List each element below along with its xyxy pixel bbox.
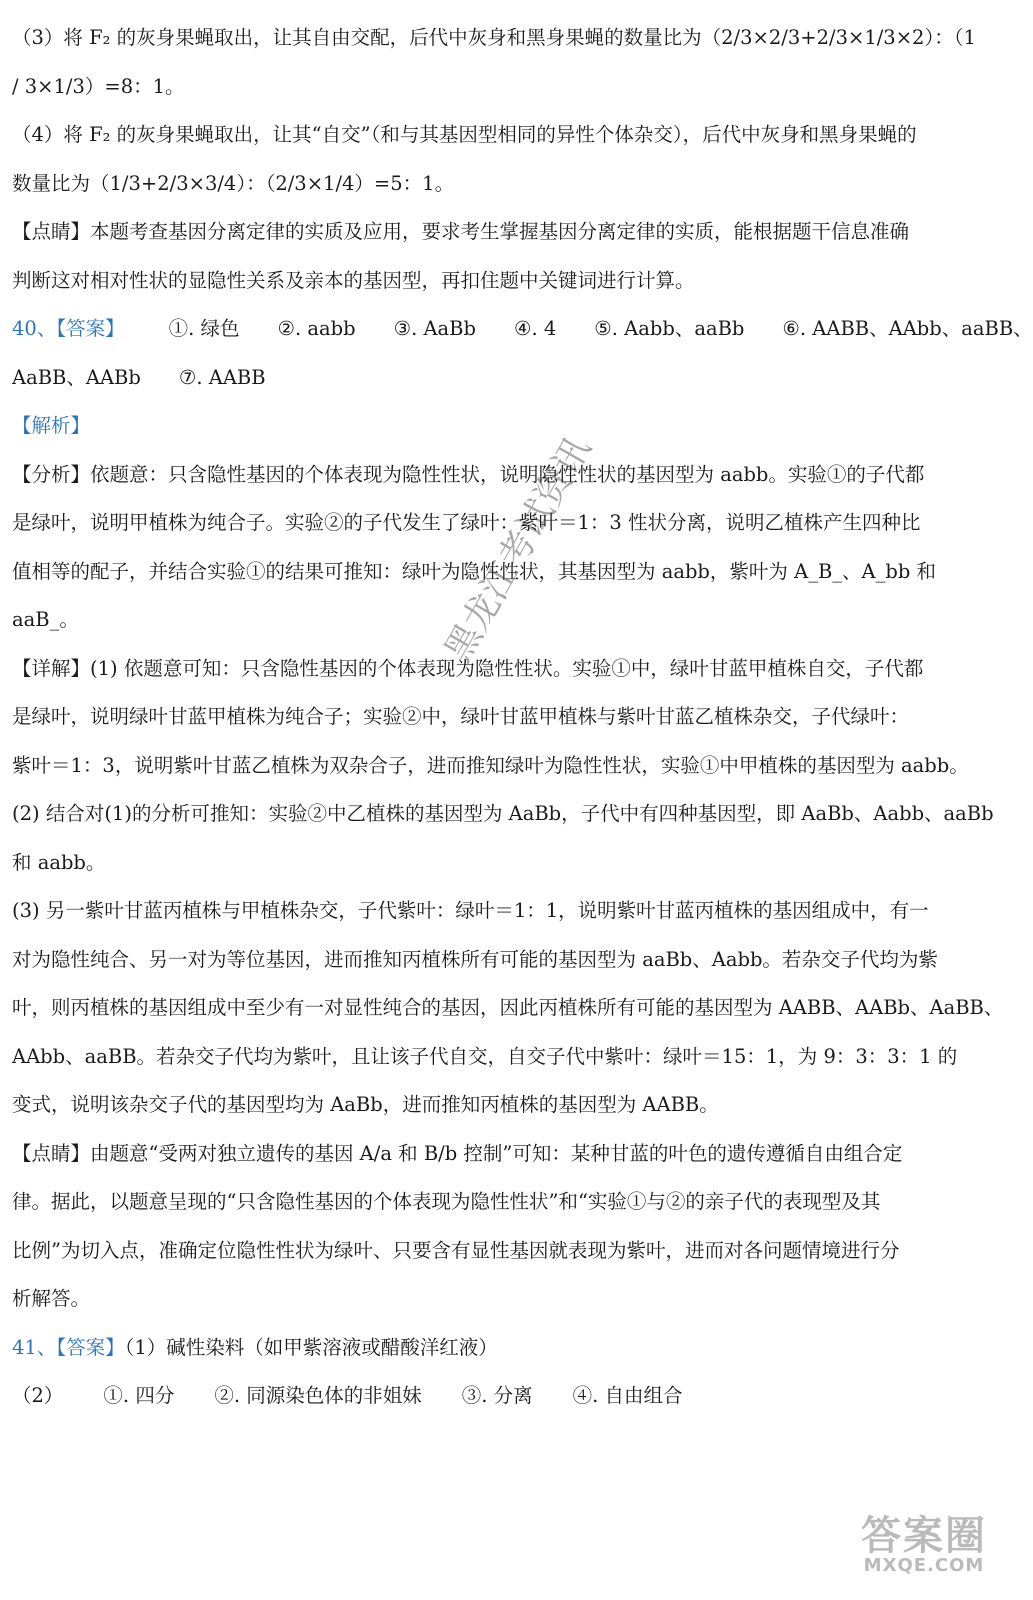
diagonal-watermark: 黑龙江考试资讯 <box>437 430 599 669</box>
text-line: （4）将 F₂ 的灰身果蝇取出，让其“自交”（和与其基因型相同的异性个体杂交），后代中灰身和黑身果蝇的 <box>12 123 917 146</box>
text-line: 析解答。 <box>12 1287 91 1310</box>
text-line: 叶，则丙植株的基因组成中至少有一对显性纯合的基因，因此丙植株所有可能的基因型为 AABB、AABb、AaBB、 <box>12 996 1004 1019</box>
document-page <box>12 14 1033 1421</box>
answer-item: ⑥. AABB、AAbb、aaBB、 <box>782 317 1033 340</box>
text-line: (3) 另一紫叶甘蓝丙植株与甲植株杂交，子代紫叶：绿叶＝1：1，说明紫叶甘蓝丙植株的基因组成中，有一 <box>12 899 929 922</box>
answer-item: ⑤. Aabb、aaBb <box>594 317 745 340</box>
answer-item: ①. 绿色 <box>168 317 240 340</box>
q40-answer-label: 40、【答案】 <box>12 317 125 340</box>
text-line: 律。据此，以题意呈现的“只含隐性基因的个体表现为隐性性状”和“实验①与②的亲子代的表现型及其 <box>12 1190 881 1213</box>
text-line: 和 aabb。 <box>12 850 106 874</box>
answer-item: ②. aabb <box>277 317 356 340</box>
answer-item: ④. 4 <box>514 317 557 340</box>
text-line: 对为隐性纯合、另一对为等位基因，进而推知丙植株所有可能的基因型为 aaBb、Aabb。若杂交子代均为紫 <box>12 947 938 971</box>
answer-item: ⑦. AABB <box>178 365 266 389</box>
text-line: 变式，说明该杂交子代的基因型均为 AaBb，进而推知丙植株的基因型为 AABB。 <box>12 1093 719 1116</box>
answer-item: AaBB、AABb <box>12 365 141 389</box>
text-line: aaB_。 <box>12 608 79 631</box>
text-line: 紫叶＝1：3，说明紫叶甘蓝乙植株为双杂合子，进而推知绿叶为隐性性状，实验①中甲植株的基因型为 aabb。 <box>12 753 969 777</box>
q40-answer-cont-row <box>12 354 998 403</box>
text-line: 值相等的配子，并结合实验①的结果可推知：绿叶为隐性性状，其基因型为 aabb，紫叶为 A_B_、A_bb 和 <box>12 559 937 583</box>
answer-prefix: （2） <box>12 1384 64 1407</box>
logo-main-text: 答案圈 <box>861 1513 987 1559</box>
text-line: 【点睛】由题意“受两对独立遗传的基因 A/a 和 B/b 控制”可知：某种甘蓝的叶色的遗传遵循自由组合定 <box>12 1141 903 1165</box>
text-line: 【分析】依题意：只含隐性基因的个体表现为隐性性状，说明隐性性状的基因型为 aabb。实验①的子代都 <box>12 462 925 486</box>
text-line: 是绿叶，说明甲植株为纯合子。实验②的子代发生了绿叶：紫叶＝1：3 性状分离，说明乙植株产生四种比 <box>12 511 921 534</box>
text-line: 【点睛】本题考查基因分离定律的实质及应用，要求考生掌握基因分离定律的实质，能根据题干信息准确 <box>12 220 910 243</box>
q40-analysis-label: 【解析】 <box>12 414 91 437</box>
site-logo <box>839 1513 1009 1578</box>
text-line: 是绿叶，说明绿叶甘蓝甲植株为纯合子；实验②中，绿叶甘蓝甲植株与紫叶甘蓝乙植株杂交，子代绿叶： <box>12 705 910 728</box>
text-line: AAbb、aaBB。若杂交子代均为紫叶，且让该子代自交，自交子代中紫叶：绿叶＝15：1，为 9：3：3：1 的 <box>12 1044 958 1068</box>
text-line: 判断这对相对性状的显隐性关系及亲本的基因型，再扣住题中关键词进行计算。 <box>12 268 695 292</box>
q41-answer-first: （1）碱性染料（如甲紫溶液或醋酸洋红液） <box>124 1335 498 1359</box>
answer-item: ③. 分离 <box>461 1384 533 1407</box>
q40-answer-row <box>12 305 1033 354</box>
text-line: 数量比为（1/3+2/3×3/4）：（2/3×1/4）=5：1。 <box>12 171 455 195</box>
logo-url-text: MXQE.COM <box>863 1555 985 1576</box>
text-line: / 3×1/3）=8：1。 <box>12 74 185 98</box>
text-line: 比例”为切入点，准确定位隐性性状为绿叶、只要含有显性基因就表现为紫叶，进而对各问题情境进行分 <box>12 1238 900 1262</box>
answer-item: ④. 自由组合 <box>572 1384 683 1407</box>
text-line: （3）将 F₂ 的灰身果蝇取出，让其自由交配，后代中灰身和黑身果蝇的数量比为（2/3×2/3+2/3×1/3×2）：（1 <box>12 26 976 49</box>
answer-item: ③. AaBb <box>393 317 476 340</box>
answer-item: ②. 同源染色体的非姐妹 <box>214 1384 422 1407</box>
answer-item: ①. 四分 <box>103 1384 175 1407</box>
q41-answer-row <box>12 1324 998 1373</box>
text-line: (2) 结合对(1)的分析可推知：实验②中乙植株的基因型为 AaBb，子代中有四种基因型，即 AaBb、Aabb、aaBb <box>12 802 994 825</box>
q41-answer-cont-row <box>12 1372 998 1421</box>
text-line: 【详解】(1) 依题意可知：只含隐性基因的个体表现为隐性性状。实验①中，绿叶甘蓝甲植株自交，子代都 <box>12 656 924 680</box>
q41-answer-label: 41、【答案】 <box>12 1335 125 1359</box>
